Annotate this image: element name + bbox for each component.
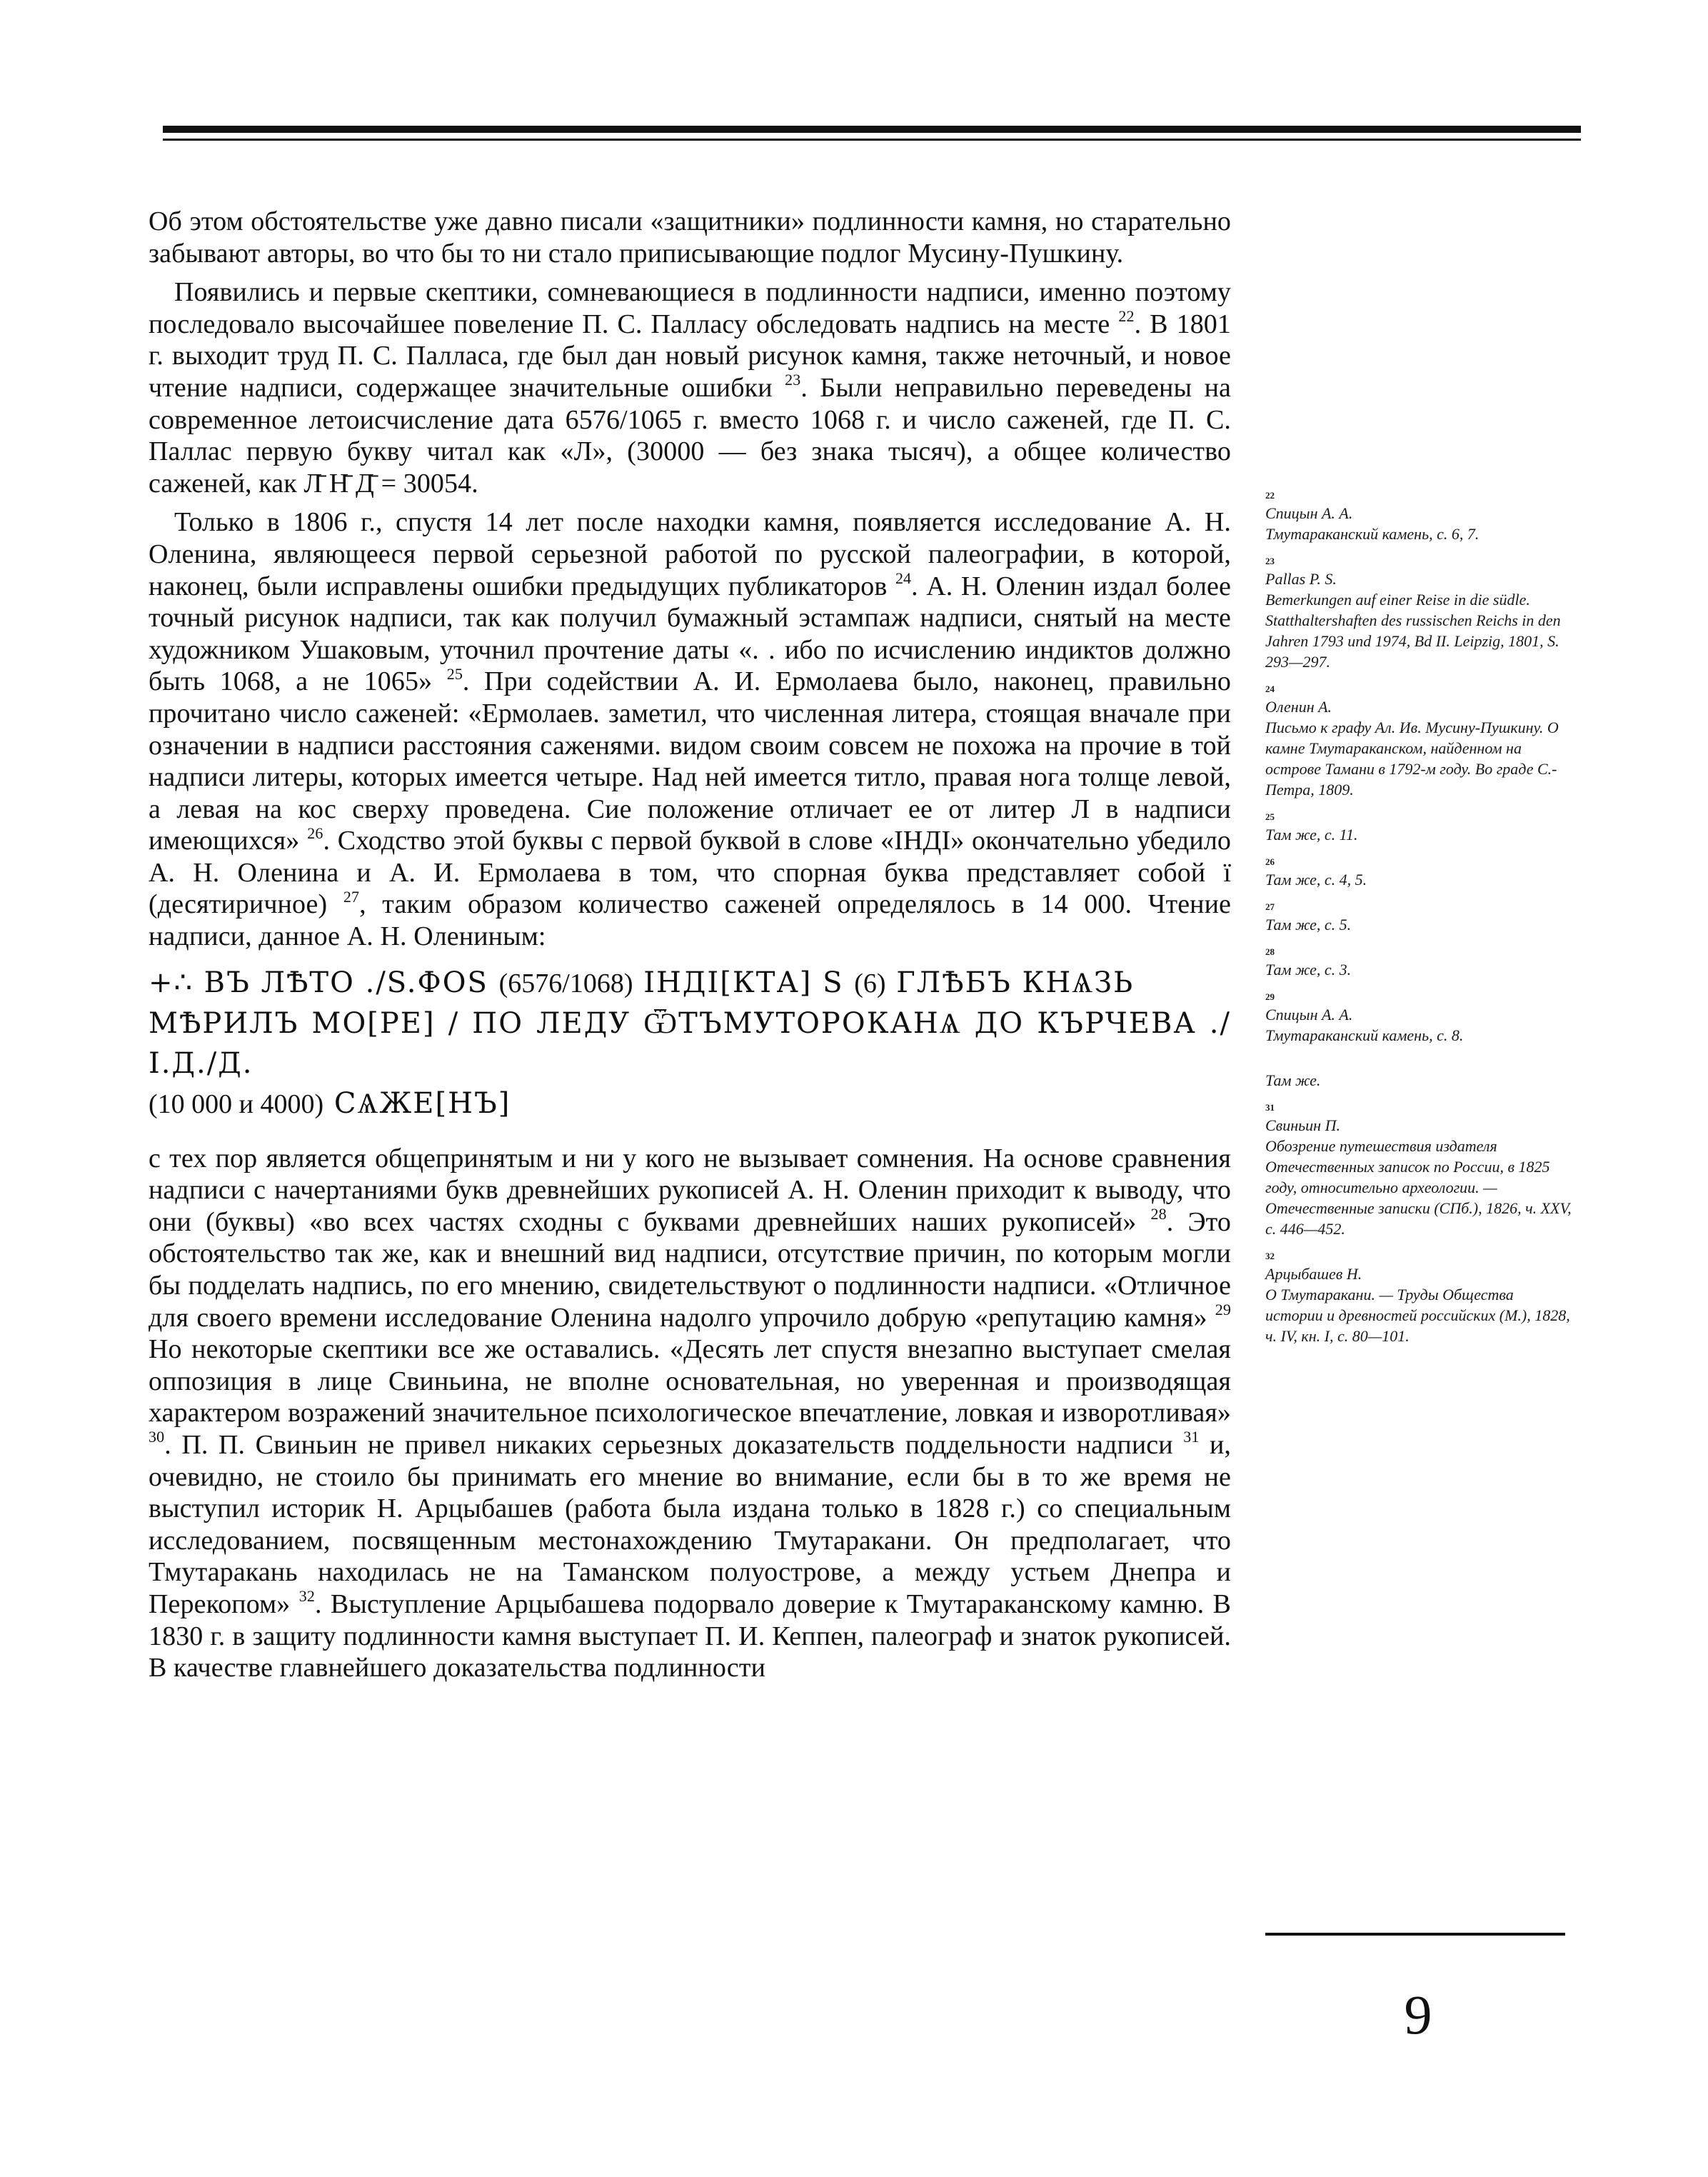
paragraph-4-text-b: . Это обстоятельство так же, как и внешний вид надписи, отсутствие причин, по которым могли бы подделать надпись, по его мнению, свидетельствуют о подлинности надписи. «Отличное для своего времени исследование Оленина надолго упрочило добрую «репутацию камня» — [149, 1206, 1231, 1333]
footnote-ref-27[interactable]: 27 — [343, 887, 360, 906]
paragraph-1 — [149, 206, 1231, 269]
note-text: Там же, с. 11. — [1265, 826, 1358, 844]
note-number: 31 — [1265, 1102, 1275, 1113]
footnote-ref-28[interactable]: 28 — [1150, 1205, 1167, 1223]
footnote-ref-26[interactable]: 26 — [307, 824, 323, 842]
inscription-line-2 — [149, 1004, 1231, 1084]
paragraph-2-text-b: . В 1801 г. выходит труд П. С. Палласа, где был дан новый рисунок камня, также неточный, и новое чтение надписи, содержащее значительные ошибки — [149, 309, 1231, 403]
page-number: 9 — [1404, 1983, 1432, 2046]
footnote-ref-23[interactable]: 23 — [785, 371, 801, 389]
margin-note — [1265, 945, 1572, 980]
inscription-text: ГЛѢБЪ КНѦЗЬ — [896, 966, 1135, 999]
footnote-ref-31[interactable]: 31 — [1183, 1428, 1200, 1446]
margin-notes — [1265, 489, 1572, 1356]
inscription-line-1 — [149, 963, 1231, 1004]
paragraph-3-text-c: . При содействии А. И. Ермолаева было, наконец, правильно прочитано число саженей: «Ермолаев. заметил, что численная литера, стоящая вначале при означении в надписи расстояния саженями. видом своим совсем не похожа на прочие в той надписи литеры, которых имеется четыре. Над ней имеется титло, правая нога толще левой, а левая на кос сверху проведена. Сие положение отличает ее от литер Л в надписи имеющихся» — [149, 666, 1231, 856]
note-text: Bemerkungen auf einer Reise in die südle. Statthaltershaften des russischen Reichs in den Jahren 1793 und 1974, Bd II. Leipzig, 1801, S. 293—297. — [1265, 591, 1561, 671]
note-text: Тмутараканский камень, с. 6, 7. — [1265, 525, 1480, 543]
note-number: 25 — [1265, 811, 1275, 822]
paragraph-1-text: Об этом обстоятельстве уже давно писали «защитники» подлинности камня, но старательно забывают авторы, во что бы то ни стало приписывающие подлог Мусину-Пушкину. — [149, 206, 1231, 269]
inscription-number: (10 000 и 4000) — [149, 1088, 324, 1119]
inscription-text: ІНДІ[КТА] S — [643, 966, 844, 999]
note-text: Там же, с. 3. — [1265, 961, 1352, 979]
paragraph-4-text-a: с тех пор является общепринятым и ни у кого не вызывает сомнения. На основе сравнения надписи с начертаниями букв древнейших рукописей А. Н. Оленин приходит к выводу, что они (буквы) «во всех частях сходны с буквами древнейших наших рукописей» — [149, 1143, 1231, 1237]
paragraph-4-text-f: . Выступление Арцыбашева подорвало доверие к Тмутараканскому камню. В 1830 г. в защиту подлинности камня выступает П. И. Кеппен, палеограф и знаток рукописей. В качестве главнейшего доказательства подлинности — [149, 1588, 1231, 1683]
note-number: 27 — [1265, 901, 1275, 912]
note-author: Арцыбашев Н. — [1265, 1265, 1362, 1283]
note-text: Там же. — [1265, 1071, 1321, 1089]
footnote-ref-25[interactable]: 25 — [446, 664, 463, 683]
note-number: 28 — [1265, 946, 1275, 957]
inscription-text: +∴ ВЪ ЛѢТО ./S.ФОS — [149, 966, 488, 999]
footnote-ref-24[interactable]: 24 — [895, 569, 912, 587]
paragraph-4-text-d: . П. П. Свиньин не привел никаких серьезных доказательств поддельности надписи — [164, 1430, 1184, 1460]
note-number: 22 — [1265, 490, 1275, 501]
note-number: 24 — [1265, 684, 1275, 694]
note-author: Спицын А. А. — [1265, 1006, 1353, 1024]
footnote-ref-29[interactable]: 29 — [1215, 1300, 1231, 1318]
paragraph-4-text-c: Но некоторые скептики все же оставались. «Десять лет спустя внезапно выступает смелая оппозиция в лице Свиньина, не вполне основательная, но уверенная и производящая характером возражений значительное психологическое впечатление, ловкая и изворотливая» — [149, 1334, 1231, 1428]
margin-note — [1265, 554, 1572, 672]
paragraph-4-text-e: и, очевидно, не стоило бы принимать его мнение во внимание, если бы в то же время не выступил историк Н. Арцыбашев (работа была издана только в 1828 г.) со специальным исследованием, посвященным местонахождению Тмутаракани. Он предполагает, что Тмутаракань находилась не на Таманском полуострове, а между устьем Днепра и Перекопом» — [149, 1430, 1231, 1619]
margin-note — [1265, 1249, 1572, 1346]
inscription-text: МѢРИЛЪ МО[РЕ] / ПО ЛЕДУ ѾТЪМУТОРОКАНѦ ДО КЪРЧЕВА ./І.Д./Д. — [149, 1006, 1231, 1080]
note-number: 23 — [1265, 556, 1275, 566]
margin-note — [1265, 990, 1572, 1046]
inscription-line-3 — [149, 1084, 1231, 1124]
header-rule-thick — [163, 126, 1581, 133]
main-text-column — [149, 206, 1231, 1691]
margin-note — [1265, 489, 1572, 544]
margin-note — [1265, 855, 1572, 890]
note-author: Pallas P. S. — [1265, 570, 1337, 588]
paragraph-4 — [149, 1143, 1231, 1684]
margin-note — [1265, 1070, 1572, 1091]
header-rule-thin — [163, 139, 1581, 141]
paragraph-3-text-e: , таким образом количество саженей определялось в 14 000. Чтение надписи, данное А. Н. Олениным: — [149, 889, 1232, 952]
margin-note — [1265, 682, 1572, 800]
inscription-number: (6) — [854, 968, 886, 999]
inscription-text: СѦЖЕ[НЪ] — [333, 1086, 511, 1120]
paragraph-3 — [149, 506, 1231, 952]
paragraph-2-text-c: . Были неправильно переведены на современное летоисчисление дата 6576/1065 г. вместо 1068 г. и число саженей, где П. С. Паллас первую букву читал как «Л», (30000 — без знака тысяч), а общее количество саженей, как Л̄ Н̄ Д̄ = 30054. — [149, 372, 1231, 499]
paragraph-3-text-a: Только в 1806 г., спустя 14 лет после находки камня, появляется исследование А. Н. Оленина, являющееся первой серьезной работой по русской палеографии, в которой, наконец, были исправлены ошибки предыдущих публикаторов — [149, 507, 1231, 601]
note-author: Оленин А. — [1265, 698, 1332, 716]
margin-note — [1265, 900, 1572, 935]
inscription-reading — [149, 963, 1231, 1124]
note-text: Тмутараканский камень, с. 8. — [1265, 1026, 1464, 1044]
note-text: Обозрение путешествия издателя Отечественных записок по России, в 1825 году, относительно археологии. — Отечественные записки (СПб.), 1826, ч. XXV, с. 446—452. — [1265, 1137, 1572, 1238]
margin-note — [1265, 810, 1572, 845]
inscription-date: (6576/1068) — [498, 968, 633, 999]
note-number: 29 — [1265, 991, 1275, 1002]
note-text: О Тмутаракани. — Труды Общества истории и древностей российских (М.), 1828, ч. IV, кн. I, с. 80—101. — [1265, 1286, 1570, 1345]
margin-note — [1265, 1101, 1572, 1239]
note-number: 26 — [1265, 856, 1275, 867]
note-text: Там же, с. 5. — [1265, 916, 1352, 934]
footnote-ref-22[interactable]: 22 — [1118, 307, 1135, 326]
paragraph-2 — [149, 276, 1231, 499]
note-author: Спицын А. А. — [1265, 504, 1353, 522]
note-text: Там же, с. 4, 5. — [1265, 871, 1367, 889]
note-number: 32 — [1265, 1251, 1275, 1261]
note-text: Письмо к графу Ал. Ив. Мусину-Пушкину. О камне Тмутараканском, найденном на острове Тамани в 1792-м году. Во граде С.-Петра, 1809. — [1265, 719, 1559, 799]
footer-rule — [1265, 1933, 1565, 1936]
footnote-ref-30[interactable]: 30 — [149, 1428, 165, 1446]
paragraph-2-text-a: Появились и первые скептики, сомневающиеся в подлинности надписи, именно поэтому последовало высочайшее повеление П. С. Палласу обследовать надпись на месте — [149, 277, 1231, 339]
paragraph-3-text-d: . Сходство этой буквы с первой буквой в слове «ІНДІ» окончательно убедило А. Н. Оленина и А. И. Ермолаева в том, что спорная буква представляет собой ї (десятиричное) — [149, 826, 1231, 920]
paragraph-3-text-b: . А. Н. Оленин издал более точный рисунок надписи, так как получил бумажный эстампаж надписи, снятый на месте художником Ушаковым, уточнил прочтение даты «. . ибо по исчислению индиктов должно быть 1068, а не 1065» — [149, 571, 1231, 697]
footnote-ref-32[interactable]: 32 — [298, 1587, 315, 1606]
note-author: Свиньин П. — [1265, 1116, 1340, 1134]
